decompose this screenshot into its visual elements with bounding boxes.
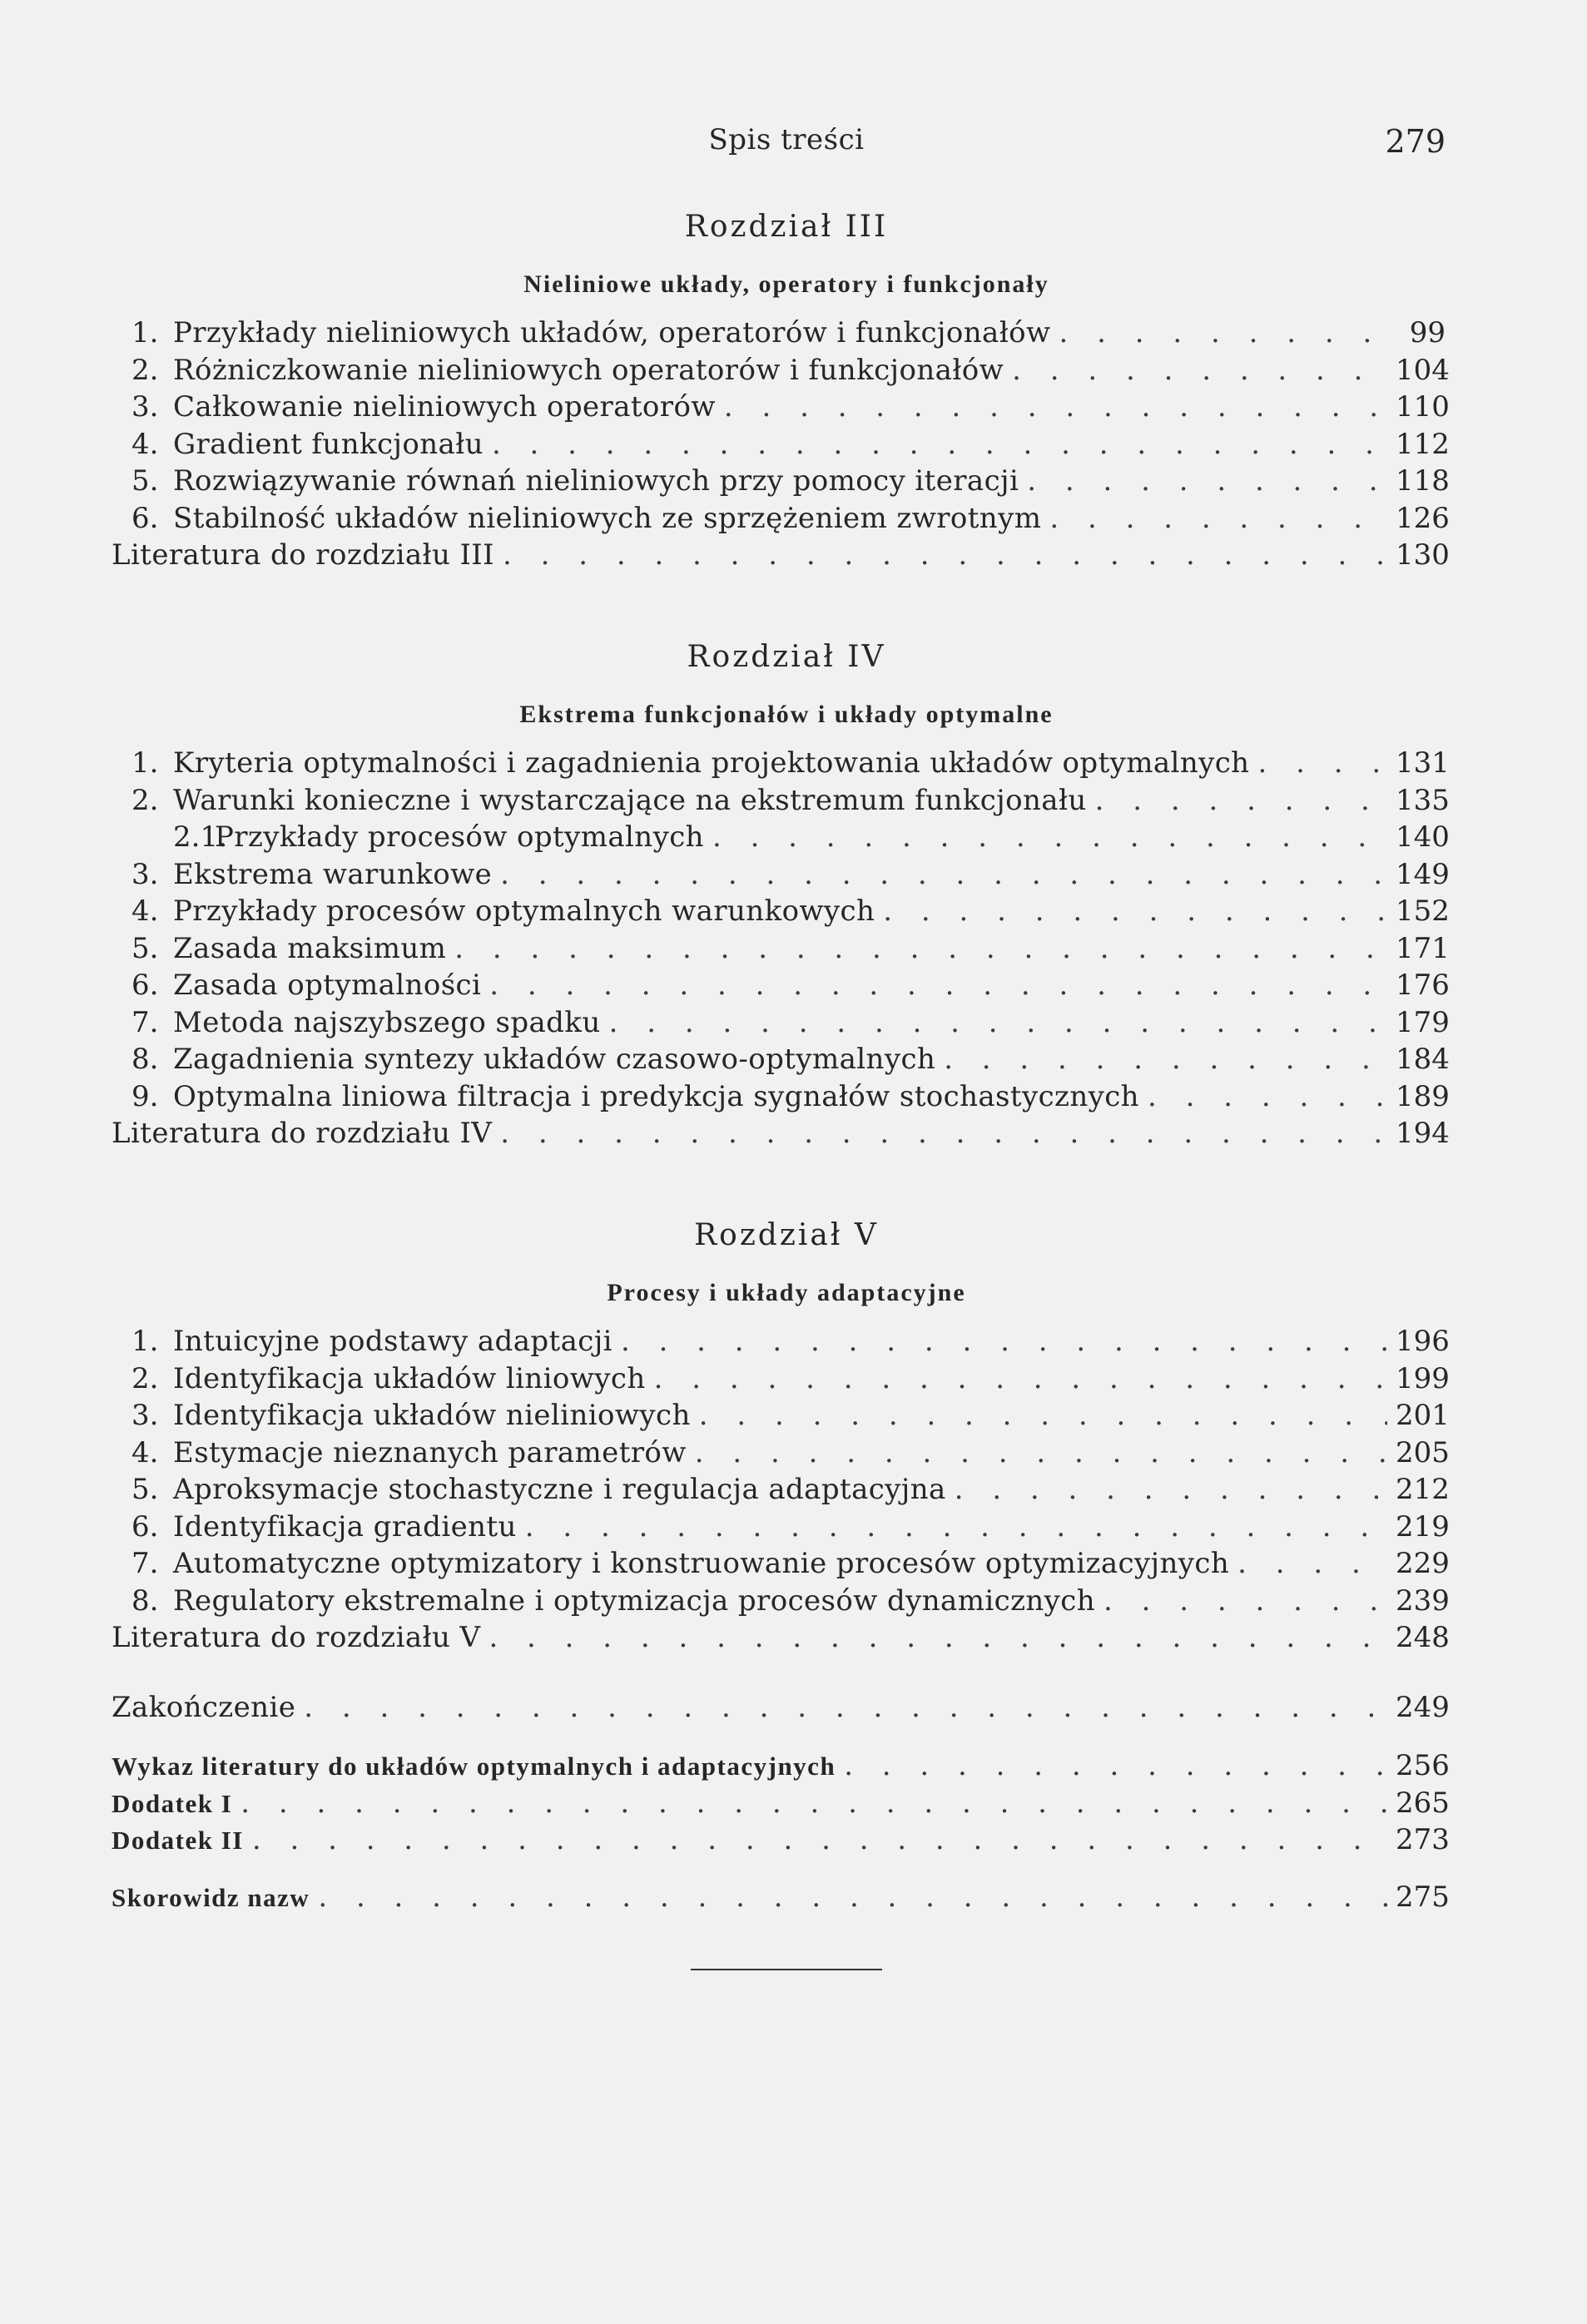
dot-leader: [503, 537, 1387, 574]
chapter-title: Nieliniowe układy, operatory i funkcjonały: [523, 270, 1049, 298]
entry-number: 3.: [131, 857, 159, 891]
toc-subentry: [112, 819, 1450, 856]
entry-number: 1.: [131, 316, 159, 349]
entry-page: 118: [1396, 464, 1450, 498]
chapter-entries: [0, 1323, 1587, 1657]
toc-entry: [112, 1435, 1450, 1472]
entry-title: Rozwiązywanie równań nieliniowych przy pomocy iteracji: [173, 464, 1019, 498]
entry-page: 171: [1396, 931, 1450, 965]
dot-leader: [500, 1115, 1387, 1152]
entry-number: 2.: [131, 353, 159, 387]
entry-page: 140: [1396, 820, 1450, 854]
entry-page: 219: [1396, 1509, 1450, 1544]
dot-leader: [621, 1323, 1387, 1360]
dot-leader: [724, 389, 1387, 426]
dot-leader: [500, 856, 1387, 894]
entry-number: 5.: [131, 931, 159, 965]
toc-entry: [112, 967, 1450, 1004]
entry-page: 112: [1396, 427, 1450, 461]
entry-title: Zakończenie: [112, 1691, 296, 1724]
toc-entry-bibliography: [112, 1747, 1450, 1785]
entry-title: Przykłady procesów optymalnych: [215, 820, 704, 854]
dot-leader: [699, 1397, 1387, 1435]
dot-leader: [695, 1435, 1387, 1472]
toc-entry: [112, 1583, 1450, 1620]
toc-entry: [112, 1471, 1450, 1509]
entry-page: 248: [1396, 1621, 1450, 1654]
dot-leader: [654, 1360, 1387, 1398]
dot-leader: [1257, 745, 1387, 782]
entry-title: Stabilność układów nieliniowych ze sprzężeniem zwrotnym: [173, 501, 1042, 535]
dot-leader: [609, 1004, 1387, 1042]
toc-entry-index: [112, 1879, 1450, 1916]
entry-title: Identyfikacja układów nieliniowych: [173, 1399, 691, 1432]
dot-leader: [492, 426, 1387, 463]
entry-page: 126: [1396, 501, 1450, 535]
toc-entry: [112, 893, 1450, 930]
toc-entry: [112, 500, 1450, 538]
entry-number: 2.1.: [173, 820, 227, 854]
entry-title: Ekstrema warunkowe: [173, 857, 493, 891]
entry-page: 199: [1396, 1361, 1450, 1395]
chapter-label: Rozdział V: [694, 1218, 879, 1252]
running-head: [0, 123, 1587, 160]
entry-title: Całkowanie nieliniowych operatorów: [173, 390, 716, 424]
toc-entry: [112, 1545, 1450, 1583]
entry-title: Dodatek I: [112, 1788, 233, 1818]
toc-entry: [112, 426, 1450, 463]
entry-title: Automatyczne optymizatory i konstruowanie procesów optymizacyjnych: [173, 1547, 1230, 1580]
chapter-3: [0, 208, 1587, 574]
entry-page: 205: [1396, 1435, 1450, 1469]
entry-page: 110: [1396, 390, 1450, 424]
dot-leader: [489, 967, 1387, 1004]
running-head-page-number: 279: [1385, 123, 1446, 160]
toc-entry: [112, 1509, 1450, 1546]
dot-leader: [1095, 782, 1387, 820]
dot-leader: [1049, 500, 1387, 538]
toc-entry: [112, 1323, 1450, 1360]
dot-leader: [318, 1879, 1387, 1916]
entry-title: Różniczkowanie nieliniowych operatorów i funkcjonałów: [173, 353, 1004, 387]
entry-title: Metoda najszybszego spadku: [173, 1005, 601, 1039]
entry-title: Dodatek II: [112, 1826, 244, 1855]
entry-page: 194: [1396, 1117, 1450, 1150]
entry-title: Optymalna liniowa filtracja i predykcja sygnałów stochastycznych: [173, 1079, 1139, 1113]
entry-number: 4.: [131, 427, 159, 461]
end-rule: [691, 1969, 882, 1970]
entry-page: 256: [1396, 1749, 1450, 1782]
toc-entry: [112, 745, 1450, 782]
back-matter-closing: [0, 1689, 1587, 1727]
entry-title: Wykaz literatury do układów optymalnych i adaptacyjnych: [112, 1752, 836, 1781]
entry-number: 7.: [131, 1005, 159, 1039]
dot-leader: [1103, 1583, 1387, 1620]
entry-number: 5.: [131, 464, 159, 498]
chapter-5: [0, 1217, 1587, 1657]
entry-page: 152: [1396, 894, 1450, 928]
toc-entry: [112, 315, 1446, 352]
back-matter-index: [0, 1879, 1587, 1916]
toc-entry: [112, 1360, 1450, 1398]
back-matter-appendices: [0, 1747, 1587, 1859]
toc-entry: [112, 1078, 1450, 1116]
entry-page: 131: [1396, 746, 1450, 780]
toc-literature-entry: [112, 1619, 1450, 1657]
entry-page: 249: [1396, 1691, 1450, 1724]
chapter-title: Procesy i układy adaptacyjne: [607, 1279, 966, 1306]
toc-entry-appendix-2: [112, 1821, 1450, 1859]
entry-page: 184: [1396, 1043, 1450, 1076]
entry-number: 1.: [131, 746, 159, 780]
entry-number: 8.: [131, 1583, 159, 1618]
entry-page: 104: [1396, 353, 1450, 387]
chapter-entries: [0, 745, 1587, 1152]
entry-number: 9.: [131, 1079, 159, 1113]
entry-number: 6.: [131, 1509, 159, 1544]
toc-entry-appendix-1: [112, 1785, 1450, 1822]
entry-page: 179: [1396, 1005, 1450, 1039]
toc-entry: [112, 463, 1450, 500]
entry-title: Literatura do rozdziału III: [112, 538, 494, 572]
entry-number: 2.: [131, 783, 159, 817]
dot-leader: [883, 893, 1387, 930]
entry-number: 3.: [131, 390, 159, 424]
entry-page: 273: [1396, 1823, 1450, 1856]
dot-leader: [1237, 1545, 1387, 1583]
dot-leader: [1012, 352, 1387, 389]
chapter-title: Ekstrema funkcjonałów i układy optymalne: [519, 701, 1054, 728]
toc-literature-entry: [112, 1115, 1450, 1152]
entry-page: 176: [1396, 969, 1450, 1002]
entry-page: 99: [1409, 316, 1446, 349]
dot-leader: [304, 1689, 1387, 1727]
entry-title: Kryteria optymalności i zagadnienia projektowania układów optymalnych: [173, 746, 1250, 780]
dot-leader: [488, 1619, 1387, 1657]
entry-number: 4.: [131, 1435, 159, 1469]
dot-leader: [454, 930, 1387, 968]
entry-title: Przykłady nieliniowych układów, operatorów i funkcjonałów: [173, 316, 1051, 349]
dot-leader: [844, 1747, 1387, 1785]
entry-page: 130: [1396, 538, 1450, 572]
entry-title: Skorowidz nazw: [112, 1883, 310, 1912]
toc-literature-entry: [112, 537, 1450, 574]
entry-number: 6.: [131, 501, 159, 535]
running-head-title: Spis treści: [708, 123, 865, 156]
entry-title: Intuicyjne podstawy adaptacji: [173, 1325, 612, 1358]
entry-title: Literatura do rozdziału V: [112, 1621, 481, 1654]
entry-page: 265: [1396, 1786, 1450, 1820]
dot-leader: [1059, 315, 1387, 352]
entry-page: 229: [1396, 1547, 1450, 1580]
chapter-4: [0, 638, 1587, 1152]
entry-title: Zasada maksimum: [173, 931, 447, 965]
entry-page: 196: [1396, 1325, 1450, 1358]
toc-entry: [112, 782, 1450, 820]
entry-page: 201: [1396, 1399, 1450, 1432]
entry-title: Estymacje nieznanych parametrów: [173, 1435, 687, 1469]
entry-number: 1.: [131, 1325, 159, 1358]
toc-entry: [112, 389, 1450, 426]
dot-leader: [252, 1821, 1387, 1859]
toc-entry: [112, 1041, 1450, 1078]
toc-entry: [112, 1397, 1450, 1435]
entry-page: 189: [1396, 1079, 1450, 1113]
entry-page: 239: [1396, 1583, 1450, 1618]
entry-title: Warunki konieczne i wystarczające na ekstremum funkcjonału: [173, 783, 1087, 817]
entry-page: 212: [1396, 1473, 1450, 1506]
entry-number: 5.: [131, 1473, 159, 1506]
entry-title: Przykłady procesów optymalnych warunkowych: [173, 894, 875, 928]
entry-title: Zagadnienia syntezy układów czasowo-optymalnych: [173, 1043, 936, 1076]
dot-leader: [955, 1471, 1387, 1509]
dot-leader: [1027, 463, 1387, 500]
entry-title: Identyfikacja układów liniowych: [173, 1361, 646, 1395]
entry-number: 3.: [131, 1399, 159, 1432]
entry-title: Identyfikacja gradientu: [173, 1509, 517, 1544]
chapter-label: Rozdział III: [684, 210, 889, 244]
dot-leader: [1148, 1078, 1387, 1116]
toc-entry: [112, 856, 1450, 894]
entry-page: 135: [1396, 783, 1450, 817]
toc-entry: [112, 1004, 1450, 1042]
entry-page: 149: [1396, 857, 1450, 891]
entry-number: 6.: [131, 969, 159, 1002]
dot-leader: [525, 1509, 1387, 1546]
chapter-entries: [0, 315, 1587, 574]
entry-title: Gradient funkcjonału: [173, 427, 484, 461]
entry-title: Aproksymacje stochastyczne i regulacja adaptacyjna: [173, 1473, 946, 1506]
toc-entry: [112, 930, 1450, 968]
chapter-label: Rozdział IV: [687, 640, 886, 674]
entry-number: 7.: [131, 1547, 159, 1580]
entry-title: Zasada optymalności: [173, 969, 482, 1002]
entry-number: 8.: [131, 1043, 159, 1076]
toc-entry-zakonczenie: [112, 1689, 1450, 1727]
dot-leader: [241, 1785, 1387, 1822]
entry-number: 4.: [131, 894, 159, 928]
entry-number: 2.: [131, 1361, 159, 1395]
dot-leader: [712, 819, 1387, 856]
dot-leader: [944, 1041, 1387, 1078]
toc-entry: [112, 352, 1450, 389]
entry-title: Regulatory ekstremalne i optymizacja procesów dynamicznych: [173, 1583, 1096, 1618]
entry-title: Literatura do rozdziału IV: [112, 1117, 493, 1150]
entry-page: 275: [1396, 1881, 1450, 1914]
